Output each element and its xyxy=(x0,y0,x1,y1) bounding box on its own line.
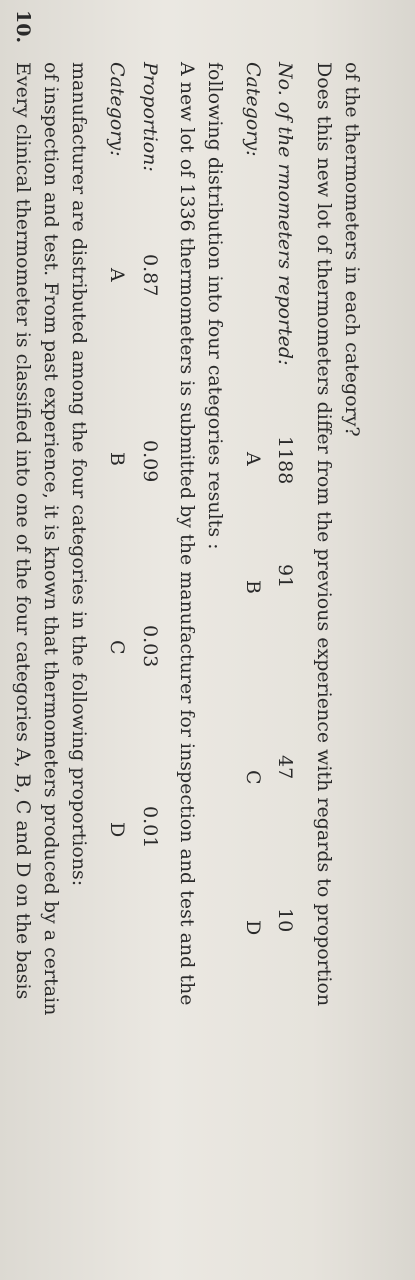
table2-category-a: A xyxy=(242,452,264,466)
table2-category-d: D xyxy=(242,920,264,936)
final-line-1: Does this new lot of thermometers differ from the previous experience with regards to proportion xyxy=(313,62,335,1007)
table2-count-a: 1188 xyxy=(274,436,296,485)
table1-proportion-a: 0.87 xyxy=(139,254,161,297)
table1-proportion-c: 0.03 xyxy=(139,625,161,668)
table2-category-c: C xyxy=(242,770,264,785)
table1-category-b: B xyxy=(106,452,128,466)
table1-proportion-label: Proportion: xyxy=(139,62,161,172)
table2-category-b: B xyxy=(242,580,264,594)
intro-line-1: Every clinical thermometer is classified into one of the four categories A, B, C and D on the basis xyxy=(12,62,34,1000)
table2-count-label: No. of the rmometers reported: xyxy=(274,62,296,366)
table1-category-d: D xyxy=(106,822,128,838)
final-line-2: of the thermometers in each category? xyxy=(341,62,363,437)
intro-line-2: of inspection and test. From past experience, it is known that thermometers produced by a certain xyxy=(40,62,62,1016)
table1-proportion-d: 0.01 xyxy=(139,806,161,849)
middle-line-1: A new lot of 1336 thermometers is submitted by the manufacturer for inspection and test and the xyxy=(176,62,198,1006)
table1-category-c: C xyxy=(106,640,128,655)
question-number: 10. xyxy=(12,10,34,44)
table1-category-a: A xyxy=(106,268,128,282)
table1-category-label: Category: xyxy=(106,62,128,157)
table2-count-c: 47 xyxy=(274,755,296,780)
table2-count-b: 91 xyxy=(274,564,296,589)
table2-count-d: 10 xyxy=(274,908,296,933)
table1-proportion-b: 0.09 xyxy=(139,440,161,483)
middle-line-2: following distribution into four categories results : xyxy=(204,62,226,550)
intro-line-3: manufacturer are distributed among the four categories in the following proportions: xyxy=(68,62,90,887)
table2-category-label: Category: xyxy=(242,62,264,157)
